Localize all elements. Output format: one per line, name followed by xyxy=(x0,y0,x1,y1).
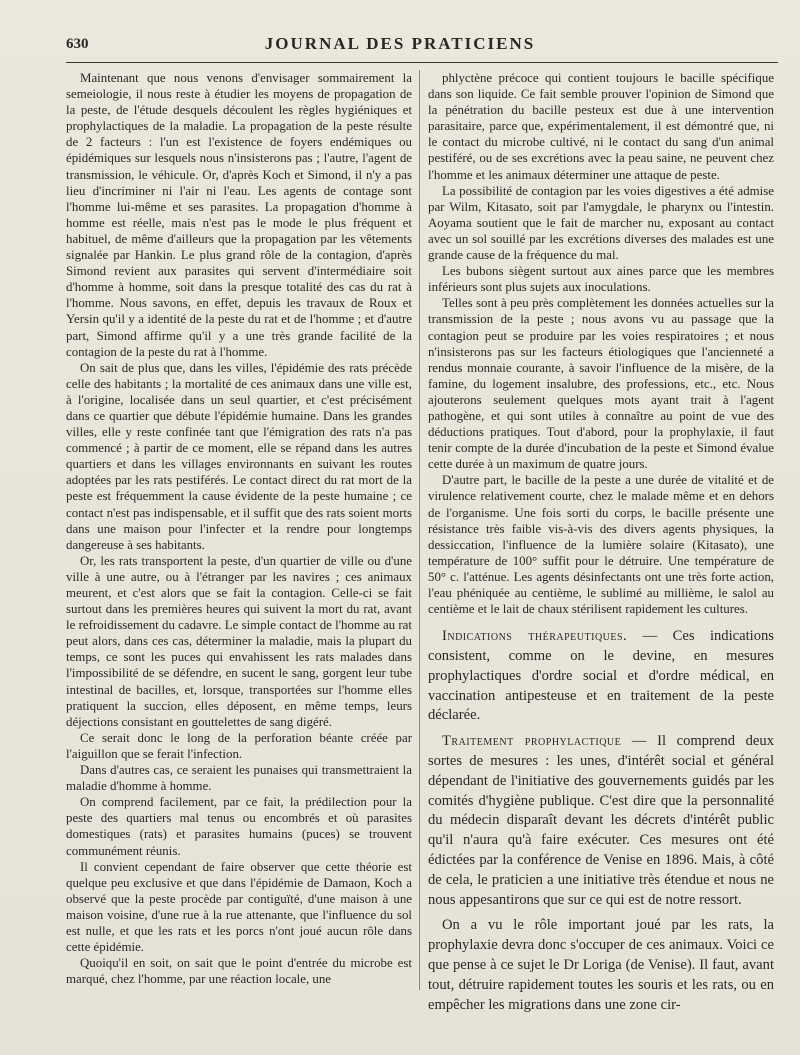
journal-title: JOURNAL DES PRATICIENS xyxy=(264,34,536,53)
paragraph: Quoiqu'il en soit, on sait que le point d'entrée du microbe est marqué, chez l'homme, par une réaction locale, une xyxy=(66,956,412,987)
left-column xyxy=(66,70,412,987)
column-divider xyxy=(419,70,420,990)
header-rule xyxy=(66,62,778,63)
paragraph: Il convient cependant de faire observer que cette théorie est quelque peu exclusive et que dans l'épidémie de Damaon, Koch a observé que la peste procède par contiguïté, d'une maison à une maison voisine, d'une rue à la rue attenante, que l'influence du sol est nulle, et que les rats et les porcs n'ont joué aucun rôle dans cette épidémie. xyxy=(66,859,412,955)
paragraph: D'autre part, le bacille de la peste a une durée de vitalité et de virulence relativement courte, chez le malade même et en dehors de l'organisme. Une fois sorti du corps, le bacille présente une résistance très faible vis-à-vis des divers agents physiques, la dessiccation, l'influence de la lumière solaire (Kitasato), une température de 100° suffit pour le détruire. Une température de 50° c. l'atténue. Les agents désinfectants ont une très forte action, l'eau phéniquée au centième, le sublimé au millième, le salol au centième et le lait de chaux stérilisent rapidement les cultures. xyxy=(428,473,774,617)
traitement-section xyxy=(428,732,774,910)
paragraph: Or, les rats transportent la peste, d'un quartier de ville ou d'une ville à une autre, ou à l'étranger par les navires ; ces animaux meurent, et c'est alors que se fait la contagion. Celle-ci se fait surtout dans les premières heures qui suivent la mort du rat, avant le refroidissement du cadavre. Le simple contact de l'homme au rat peut alors, dans ces cas, déterminer la maladie, mais la plupart du temps, ce sont les puces qui envahissent les rats malades dans l'impossibilité de se défendre, en sucent le sang, gorgent leur tube intestinal de bacilles, et, lorsque, transportées sur l'homme elles pratiquent la succion, elles déposent, en même temps, leurs déjections consistant en gouttelettes de sang digéré. xyxy=(66,553,412,729)
page-header xyxy=(40,30,760,60)
paragraph: La possibilité de contagion par les voies digestives a été admise par Wilm, Kitasato, soit par l'amygdale, le pharynx ou l'intestin. Aoyama soutient que le fait de marcher nu, exposant au contact avec un sol souillé par les excrétions diverses des malades est une grande cause de la fréquence du mal. xyxy=(428,183,774,263)
right-column xyxy=(428,70,774,1015)
indications-section xyxy=(428,627,774,726)
page-number: 630 xyxy=(66,36,89,52)
paragraph: Les bubons siègent surtout aux aines parce que les membres inférieurs sont plus sujets aux inoculations. xyxy=(428,264,774,295)
traitement-text: — Il comprend deux sortes de mesures : les unes, d'intérêt social et général dépendant de l'initiative des gouvernements guidés par les comités d'hygiène publique. C'est dire que la personnalité du médecin disparaît devant les décrets d'intérêt public qu'il n'aura qu'à faire exécuter. Ces mesures ont été édictées par la conférence de Venise en 1896. Mais, à côté de cela, le praticien a une initiative très étendue et nous ne nous appesantirons que sur ce qui est de notre ressort. xyxy=(428,733,775,908)
paragraph: Dans d'autres cas, ce seraient les punaises qui transmettraient la maladie d'homme à homme. xyxy=(66,763,412,794)
paragraph: Ce serait donc le long de la perforation béante créée par l'aiguillon que se ferait l'infection. xyxy=(66,730,412,761)
paragraph: Telles sont à peu près complètement les données actuelles sur la transmission de la peste ; nous avons vu au passage que la contagion peut se produire par les voies respiratoires ; et nous n'insisterons pas sur les facteurs étiologiques que l'ancienneté a rendus monnaie courante, à savoir l'influence de la misère, de la famine, du logement insalubre, des professions, etc., etc. Nous ajouterons seulement quelques mots ayant trait à l'agent pathogène, et qui sont utiles à connaître au point de vue des déductions pratiques. Tout d'abord, pour la prophylaxie, il faut tenir compte de la durée d'incubation de la peste et Simond évalue cette durée à un maximum de quatre jours. xyxy=(428,296,774,472)
indications-heading: Indications thérapeutiques. xyxy=(442,628,628,645)
paragraph: On sait de plus que, dans les villes, l'épidémie des rats précède celle des habitants ; la mortalité de ces animaux dans une ville est, à l'origine, localisée dans un seul quartier, et c'est précisément dans ce quartier que débute l'épidémie humaine. Dans les grandes villes, elle y reste confinée tant que l'émigration des rats n'a pas commencé ; à partir de ce moment, elle se répand dans les autres quartiers et dans les villages environnants en suivant les routes adoptées par les rats pestiférés. Le contact direct du rat mort de la peste est fréquemment la cause évidente de la peste humaine ; ce contact n'est pas indispensable, et il suffit que des rats soient morts dans une maison pour l'infecter et la rendre pour longtemps dangereuse à ses habitants. xyxy=(66,360,412,552)
paragraph: On comprend facilement, par ce fait, la prédilection pour la peste des quartiers mal tenus ou encombrés et où parasites domestiques (rats) et parasites humains (puces) se trouvent communément réunis. xyxy=(66,795,412,858)
paragraph: Maintenant que nous venons d'envisager sommairement la semeiologie, il nous reste à étudier les moyens de propagation de la peste, de l'étude desquels découlent les règles hygiéniques et prophylactiques de la maladie. La propagation de la peste résulte de 2 facteurs : l'un est l'existence de foyers endémiques ou épidémiques sur lesquels nous n'insisterons pas ; l'autre, l'agent de transmission, le véhicule. Or, d'après Koch et Simond, il n'y a pas lieu d'incriminer ni l'air ni l'eau. Les agents de contage sont l'homme lui-même et ses parasites. La propagation d'homme à homme est réelle, mais n'est pas le mode le plus fréquent et habituel, de même d'ailleurs que la propagation par les vêtements signalée par Hankin. Le plus grand rôle de la contagion, d'après Simond revient aux parasites qui servent d'intermédiaire soit d'homme à homme, soit dans la presque totalité des cas du rat à l'homme. Nous savons, en effet, depuis les travaux de Roux et Yersin qu'il y a identité de la peste du rat et de l'homme ; et d'autre part, Simond affirme qu'il y a une très grande facilité de la contagion de la peste du rat à l'homme. xyxy=(66,71,412,359)
closing-paragraph: On a vu le rôle important joué par les rats, la prophylaxie devra donc s'occuper de ces animaux. Voici ce que pense à ce sujet le Dr Loriga (de Venise). Il faut, avant tout, détruire rapidement toutes les souris et les rats, ou en empêcher les migrations dans une zone cir- xyxy=(428,917,774,1013)
traitement-heading: Traitement prophylactique xyxy=(442,733,622,750)
indications-text: — Ces indications consistent, comme on le devine, en mesures prophylactiques d'ordre social et d'ordre médical, en vaccination antipesteuse et en traitement de la peste déclarée. xyxy=(428,628,774,724)
paragraph: phlyctène précoce qui contient toujours le bacille spécifique dans son liquide. Ce fait semble prouver l'opinion de Simond que la pénétration du bacille pesteux est due à une intervention parasitaire, parce que, expérimentalement, il est démontré que, ni le contact du microbe cultivé, ni le contact du sang d'un animal pestiféré, ou de ses excrétions avec la peau saine, ne peuvent chez l'homme et les animaux déterminer une attaque de peste. xyxy=(428,71,774,182)
